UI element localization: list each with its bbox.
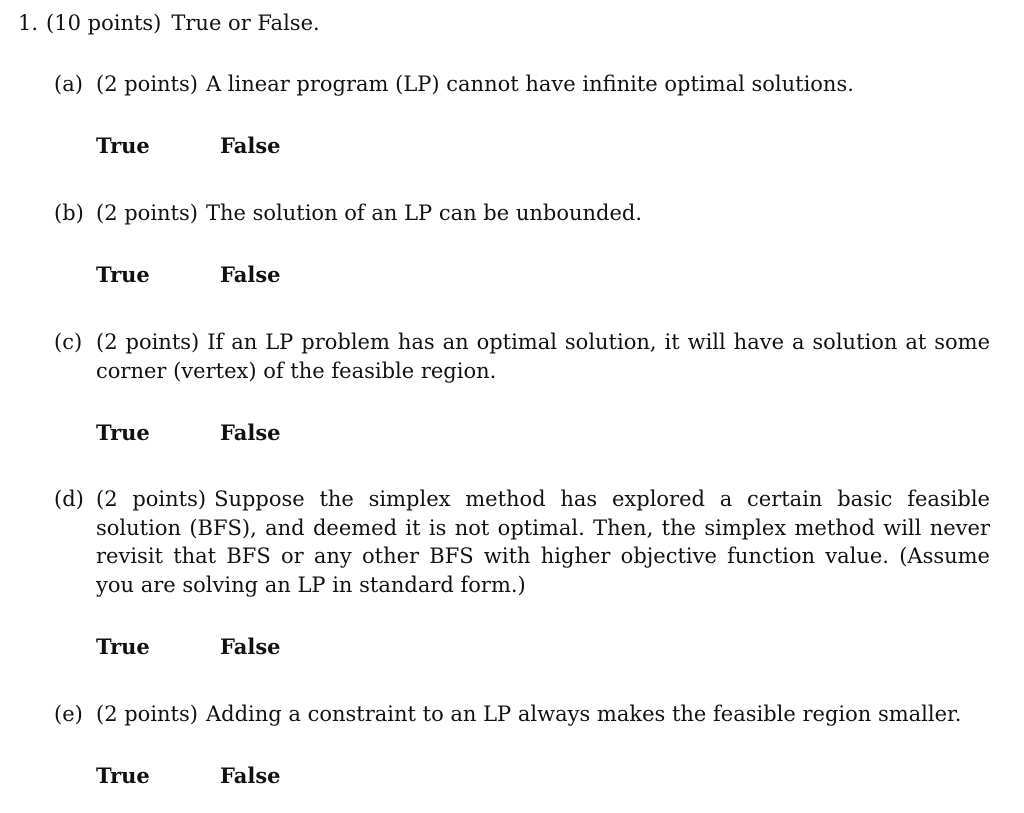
part-points: (2 points) xyxy=(96,702,198,726)
false-option[interactable]: False xyxy=(220,763,281,788)
part-b xyxy=(54,199,990,228)
part-points: (2 points) xyxy=(96,330,200,354)
part-c xyxy=(54,328,990,385)
question-points: (10 points) xyxy=(46,11,162,35)
false-option[interactable]: False xyxy=(220,420,281,445)
question-heading xyxy=(18,8,320,38)
true-option[interactable]: True xyxy=(96,133,150,158)
question-number: 1. xyxy=(18,11,39,35)
part-a xyxy=(54,70,990,99)
part-label: (e) xyxy=(54,702,83,726)
part-text: Suppose the simplex method has explored a certain basic feasible solution (BFS), and deemed it is not optimal. Then, the simplex method will never revisit that BFS or any other BFS with higher objective function value. (Assume you are solving an LP in standard form.) xyxy=(96,487,990,597)
part-statement xyxy=(96,328,990,385)
true-option[interactable]: True xyxy=(96,420,150,445)
part-d xyxy=(54,485,990,599)
true-option[interactable]: True xyxy=(96,763,150,788)
part-label: (d) xyxy=(54,487,84,511)
part-text: Adding a constraint to an LP always makes the feasible region smaller. xyxy=(205,702,962,726)
part-statement xyxy=(96,199,990,228)
part-points: (2 points) xyxy=(96,72,198,96)
part-points: (2 points) xyxy=(96,201,198,225)
false-option[interactable]: False xyxy=(220,262,281,287)
true-option[interactable]: True xyxy=(96,262,150,287)
part-statement xyxy=(96,70,990,99)
question-title: True or False. xyxy=(171,11,320,35)
false-option[interactable]: False xyxy=(220,133,281,158)
part-text: A linear program (LP) cannot have infinite optimal solutions. xyxy=(205,72,854,96)
part-statement xyxy=(96,485,990,599)
false-option[interactable]: False xyxy=(220,634,281,659)
true-option[interactable]: True xyxy=(96,634,150,659)
part-statement xyxy=(96,700,990,729)
part-text: If an LP problem has an optimal solution, it will have a solution at some corner (vertex) of the feasible region. xyxy=(96,330,990,383)
part-label: (a) xyxy=(54,72,83,96)
part-e xyxy=(54,700,990,729)
part-points: (2 points) xyxy=(96,487,207,511)
part-text: The solution of an LP can be unbounded. xyxy=(205,201,643,225)
part-label: (b) xyxy=(54,201,84,225)
part-label: (c) xyxy=(54,330,83,354)
